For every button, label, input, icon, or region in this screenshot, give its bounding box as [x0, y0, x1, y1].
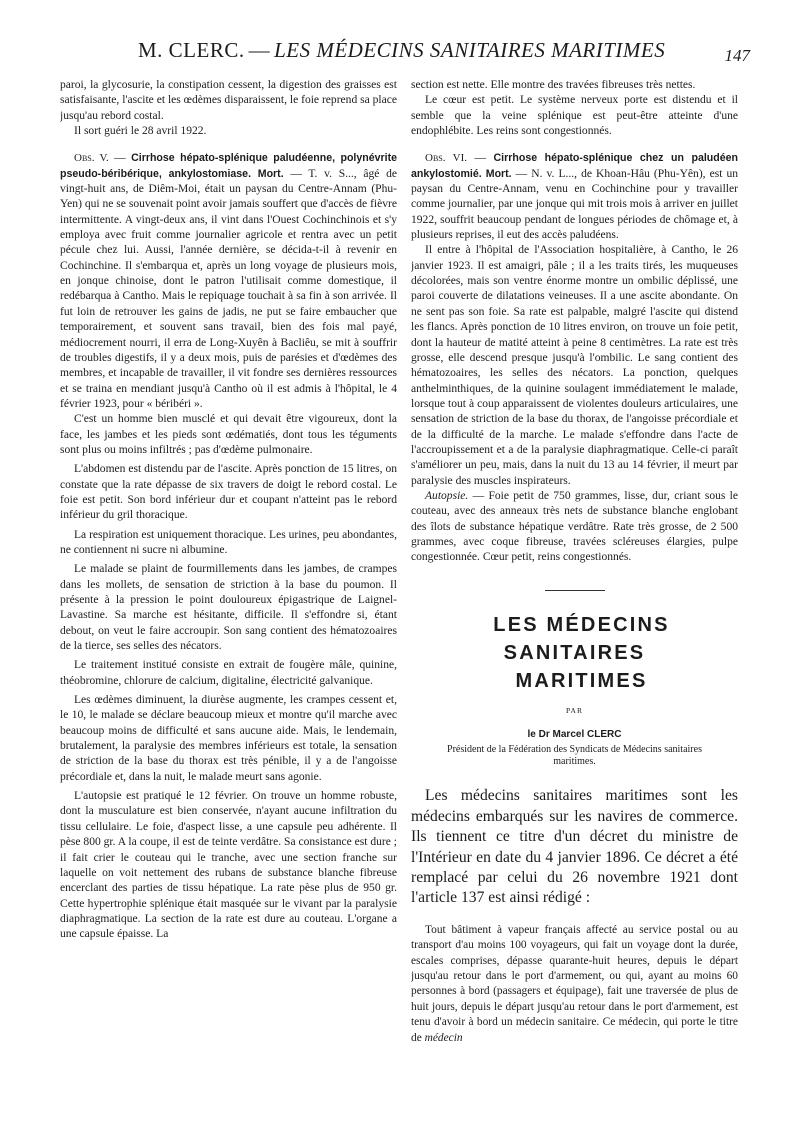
paragraph: section est nette. Elle montre des travées fibreuses très nettes. [411, 79, 696, 91]
paragraph: La respiration est uniquement thoracique. Les urines, peu abondantes, ne contiennent ni sucre ni albumine. [60, 528, 397, 556]
header-title: LES MÉDECINS SANITAIRES MARITIMES [274, 38, 666, 62]
right-column [411, 78, 738, 1128]
running-title [138, 38, 665, 63]
paragraph: Le traitement institué consiste en extrait de fougère mâle, quinine, théobromine, chlorure de calcium, digitaline, électricité galvanique. [60, 659, 397, 687]
article-author: le Dr Marcel CLERC [527, 729, 622, 740]
observation-5 [60, 151, 397, 412]
paragraph: L'autopsie est pratiqué le 12 février. On trouve un homme robuste, dont la musculature est bien conservée, n'ayant aucune infiltration du tissu cellulaire. Le foie, d'aspect lisse, a une capsule peu adhérente. Il pèse 800 gr. A la coupe, il est de teinte verdâtre. Sa consistance est dure ; il fait crier le couteau qui le tranche, avec une section franche sur laquelle on voit nettement des rubans de substance blanche fibreuse encerclant des parties de tissu hépatique. La rate pèse plus de 950 gr. Cette hypertrophie splénique était masquée sur le vivant par la paralysie diaphragmatique. La section de la rate est dure au couteau. L'organe a une capsule épaisse. La [60, 790, 397, 941]
article-title-line-1: LES MÉDECINS SANITAIRES [493, 613, 670, 664]
paragraph: Il entre à l'hôpital de l'Association hospitalière, à Cantho, le 26 janvier 1923. Il est amaigri, pâle ; il a les traits tirés, les muqueuses décolorées, mais son ventre énorme montre un ombilic déplissé, une paroi couverte de dilatations veineuses. Il a une ascite abondante. On ne sent pas son foie. Sa rate est palpable, malgré l'ascite qui distend les flancs. Après ponction de 10 litres environ, on trouve un foie petit, dont la hauteur de matité atteint à peine 8 centimètres. La rate est très grosse, elle descend presque jusqu'à l'ombilic. Le sang contient des hématozoaires, les selles des nécators. La ponction, quelques anthelminthiques, de la quinine soulagent immédiatement le malade, lorsque tout à coup apparaissent de violentes douleurs articulaires, une sensation de striction de la base du thorax, de l'angoisse précordiale et de la difficulté de la marche. Le malade s'effondre dans l'acte de l'accroupissement et a de la paralysie diaphragmatique. Celle-ci paraît s'améliorer un peu, mais, dans la nuit du 13 au 14 février, il meurt par paralysie des muscles inspirateurs. [411, 244, 738, 487]
paragraph: paroi, la glycosurie, la constipation cessent, la digestion des graisses est satisfaisante, l'ascite et les œdèmes disparaissent, le foie reprend sa place jusqu'au rebord costal. [60, 79, 397, 122]
observation-label: Obs. VI. [425, 152, 467, 165]
article-heading [411, 611, 738, 769]
header-author: M. CLERC. [138, 38, 245, 62]
observation-title: Cirrhose hépato-splénique chez un paludéen ankylostomié. Mort. [411, 152, 738, 180]
article-title-line-2: MARITIMES [515, 669, 648, 692]
page-number: 147 [724, 46, 750, 65]
observation-text: — T. v. S..., âgé de vingt-huit ans, de Diêm-Moi, était un paysan du Centre-Annam (Phu-Yen) qui ne se souvenait point avoir jamais souffert que d'accès de fièvre intermittente. A vingt-deux ans, il vint dans l'Ouest Cochinchinois et s'y employa avec fruit comme journalier agricole et rentra avec un petit pécule chez lui. Aussi, l'année dernière, se décida-t-il à revenir en Cochinchine. Il s'embarqua et, après un long voyage de plusieurs mois, en jonque chinoise, dont le patron l'utilisait comme domestique, il redébarqua à Cantho. Mais le repiquage touchait à sa fin à son arrivée. Il fut loin de retrouver les gains de jadis, ne put se faire embaucher que temporairement, et souvent sans travail, bien des fois mal payé, médiocrement nourri, il erra de Long-Xuyên à Bacliêu, se mit à souffrir de troubles digestifs, il y a deux mois, puis de parésies et d'œdèmes des membres, et incapable de travailler, il vit fondre ses dernières ressources et se traina en mendiant jusqu'à Cantho où il est admis à l'hôpital, le 4 février 1923, pour « béribéri ». [60, 167, 397, 410]
running-header [60, 38, 750, 70]
paragraph: Le cœur est petit. Le système nerveux porte est distendu et il semble que la veine splénique est peut-être atteinte d'une endophlébite. Les reins sont congestionnés. [411, 94, 738, 138]
observation-label: Obs. V. [74, 152, 109, 165]
quote-italic-term: médecin [424, 1031, 463, 1044]
article-intro [411, 786, 738, 908]
autopsy-label: Autopsie. [425, 489, 469, 502]
paragraph: C'est un homme bien musclé et qui devait être vigoureux, dont la face, les jambes et les pieds sont œdématiés, dont tous les téguments sont plus ou moins infiltrés ; pas d'œdème pulmonaire. [60, 413, 397, 456]
quote-paragraph [411, 923, 738, 1046]
observation-6 [411, 151, 738, 243]
author-affiliation: Président de la Fédération des Syndicats de Médecins sanitaires maritimes. [447, 744, 702, 768]
dash: — [467, 152, 494, 165]
dash: — [108, 152, 132, 165]
autopsy-text: — Foie petit de 750 grammes, lisse, dur, criant sous le couteau, avec des anneaux très nets de substance blanche englobant des îlots de substance hépatique verdâtre. Rate très grosse, de 2 500 grammes, avec coque fibreuse, travées scléreuses élargies, pulpe congestionnée. Cœur petit, reins congestionnés. [411, 489, 738, 564]
paragraph: L'abdomen est distendu par de l'ascite. Après ponction de 15 litres, on constate que la rate dépasse de six travers de doigt le rebord costal. Le foie est petit. Son bord inférieur dur et coupant n'atteint pas le rebord inférieur du gril thoracique. [60, 463, 397, 522]
decree-quote [411, 923, 738, 1046]
paragraph: Le malade se plaint de fourmillements dans les jambes, de crampes dans les mollets, de sensation de striction à la base du poumon. Il présente à la pression le point douloureux épigastrique de Laignel-Lavastine. Sa marche est hésitante, difficile. Il s'effondre si, étant debout, on veut le faire accroupir. Son sang contient des hématozoaires de la tierce, ses selles des nécators. [60, 563, 397, 653]
section-divider [545, 590, 605, 591]
observation-text: — N. v. L..., de Khoan-Hâu (Phu-Yên), est un paysan du Centre-Annam, venu en Cochinchine pour y travailler comme journalier, par une jonque qui mit trois mois à arriver en juillet 1922, souffrit beaucoup pendant de longues périodes de chômage et, à plusieurs reprises, il eut des accès paludéens. [411, 167, 738, 242]
header-dash: — [248, 38, 271, 62]
intro-paragraph: Les médecins sanitaires maritimes sont les médecins embarqués sur les navires de commerce. Ils tiennent ce titre d'un décret du ministre de l'Intérieur en date du 4 janvier 1896. Ce décret a été remplacé par celui du 26 novembre 1921 dont l'article 137 est ainsi rédigé : [411, 787, 738, 907]
observation-title: Cirrhose hépato-splénique paludéenne, polynévrite pseudo-béribérique, ankylostomiase. Mort. [60, 152, 397, 180]
paragraph: Il sort guéri le 28 avril 1922. [74, 125, 207, 138]
autopsy-paragraph [411, 489, 738, 566]
quote-text: Tout bâtiment à vapeur français affecté au service postal ou au transport d'au moins 100 voyageurs, qui fait un voyage dont la durée, escales comprises, dépasse quarante-huit heures, depuis le départ jusqu'au retour dans le port d'armement, ou qui, ayant au moins 60 personnes à bord (passagers et équipage), fait une traversée de plus de huit jours, depuis le départ jusqu'au retour dans le port d'armement, est tenu d'avoir à bord un médecin sanitaire. Ce médecin, qui porte le titre de [411, 923, 738, 1044]
by-line-par: PAR [566, 705, 583, 715]
paragraph: Les œdèmes diminuent, la diurèse augmente, les crampes cessent et, le 10, le malade se déclare beaucoup mieux et montre qu'il marche avec beaucoup moins de difficulté et sans aucune aide. Mais, le lendemain, brutalement, la paralysie des membres inférieurs est totale, la sensation de striction de la base du thorax est très pénible, il y a de l'angoisse précordiale et, dans la nuit, le malade meurt sans agonie. [60, 694, 397, 783]
left-column [60, 78, 397, 1128]
